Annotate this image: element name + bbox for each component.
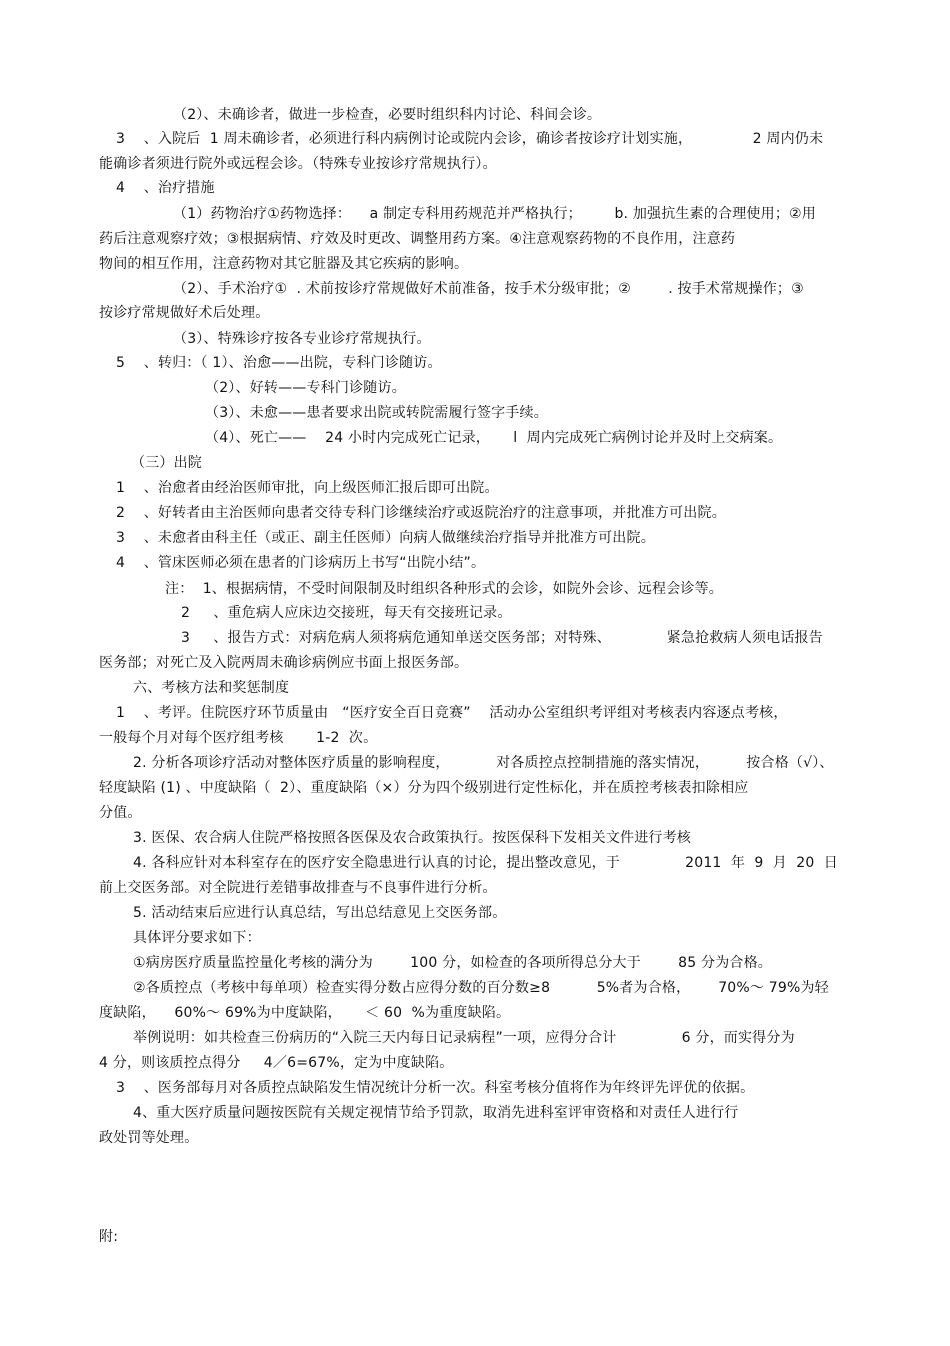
- text-line: 4 、管床医师必须在患者的门诊病历上书写“出院小结”。: [116, 555, 486, 571]
- text-line: 具体评分要求如下：: [133, 930, 261, 946]
- text-line: 一般每个月对每个医疗组考核 1-2 次。: [99, 730, 378, 746]
- text-line: 度缺陷， 60%～ 69%为中度缺陷， ＜ 60 %为重度缺陷。: [99, 1005, 511, 1021]
- text-line: 举例说明：如共检查三份病历的“入院三天内每日记录病程”一项，应得分合计 6 分，而实得分为: [133, 1030, 795, 1046]
- text-line: （2）、手术治疗① . 术前按诊疗常规做好术前准备，按手术分级审批；② . 按手术常规操作；③: [173, 281, 804, 297]
- text-line: 3 、报告方式：对病危病人须将病危通知单送交医务部；对特殊、 紧急抢救病人须电话报告: [181, 630, 823, 646]
- section-heading: 六、考核方法和奖惩制度: [133, 680, 290, 696]
- text-line: 1 、治愈者由经治医师审批，向上级医师汇报后即可出院。: [116, 480, 499, 496]
- text-line: 药后注意观察疗效；③根据病情、疗效及时更改、调整用药方案。④注意观察药物的不良作用，注意药: [99, 231, 736, 247]
- text-line: 4、重大医疗质量问题按医院有关规定视情节给予罚款，取消先进科室评审资格和对责任人进行行: [133, 1105, 739, 1121]
- text-line: 注： 1、根据病情，不受时间限制及时组织各种形式的会诊，如院外会诊、远程会诊等。: [165, 581, 724, 597]
- text-line: （3）、未愈——患者要求出院或转院需履行签字手续。: [205, 405, 548, 421]
- text-line: 4 、治疗措施: [116, 180, 215, 196]
- text-line: 1 、考评。住院医疗环节质量由 “医疗安全百日竞赛” 活动办公室组织考评组对考核表内容逐点考核，: [116, 705, 788, 721]
- text-line: 能确诊者须进行院外或远程会诊。（特殊专业按诊疗常规执行）。: [99, 156, 497, 172]
- attachment-label: 附:: [99, 1229, 119, 1245]
- text-line: 分值。: [99, 805, 142, 821]
- text-line: 4. 各科应针对本科室存在的医疗安全隐患进行认真的讨论，提出整改意见，于 2011 年 9 月 20 日: [133, 855, 838, 871]
- text-line: 5 、转归：（ 1）、治愈——出院，专科门诊随访。: [116, 355, 442, 371]
- text-line: 轻度缺陷 (1) 、中度缺陷（ 2）、重度缺陷（×）分为四个级别进行定性标化，并在质控考核表扣除相应: [99, 780, 749, 796]
- text-line: 3. 医保、农合病人住院严格按照各医保及农合政策执行。按医保科下发相关文件进行考核: [133, 830, 692, 846]
- text-line: 2 、重危病人应床边交接班，每天有交接班记录。: [181, 605, 512, 621]
- text-line: （3）、特殊诊疗按各专业诊疗常规执行。: [173, 331, 431, 347]
- text-line: 按诊疗常规做好术后处理。: [99, 305, 270, 321]
- text-line: 前上交医务部。对全院进行差错事故排查与不良事件进行分析。: [99, 880, 497, 896]
- text-line: （1）药物治疗①药物选择： a 制定专科用药规范并严格执行； b. 加强抗生素的合理使用；②用: [173, 206, 816, 222]
- text-line: 政处罚等处理。: [99, 1130, 199, 1146]
- text-line: 2 、好转者由主治医师向患者交待专科门诊继续治疗或返院治疗的注意事项，并批准方可出院。: [116, 505, 726, 521]
- text-line: （2）、未确诊者，做进一步检查，必要时组织科内讨论、科间会诊。: [173, 107, 602, 123]
- text-line: ①病房医疗质量监控量化考核的满分为 100 分，如检查的各项所得总分大于 85 分为合格。: [133, 955, 772, 971]
- text-line: 3 、医务部每月对各质控点缺陷发生情况统计分析一次。科室考核分值将作为年终评先评优的依据。: [116, 1080, 755, 1096]
- text-line: 物间的相互作用，注意药物对其它脏器及其它疾病的影响。: [99, 256, 469, 272]
- text-line: （4）、死亡—— 24 小时内完成死亡记录， l 周内完成死亡病例讨论并及时上交病案。: [205, 430, 783, 446]
- text-line: ②各质控点（考核中每单项）检查实得分数占应得分数的百分数≥8 5%者为合格， 70%～ 79%为轻: [133, 980, 829, 996]
- text-line: 3 、未愈者由科主任（或正、副主任医师）向病人做继续治疗指导并批准方可出院。: [116, 530, 655, 546]
- text-line: （2）、好转——专科门诊随访。: [205, 380, 406, 396]
- text-line: 2. 分析各项诊疗活动对整体医疗质量的影响程度， 对各质控点控制措施的落实情况， 按合格（√）、: [133, 755, 834, 771]
- text-line: 5. 活动结束后应进行认真总结，写出总结意见上交医务部。: [133, 905, 507, 921]
- text-line: 4 分，则该质控点得分 4／6=67%，定为中度缺陷。: [99, 1055, 454, 1071]
- text-line: 医务部；对死亡及入院两周未确诊病例应书面上报医务部。: [99, 655, 469, 671]
- section-heading: （三）出院: [131, 455, 202, 471]
- text-line: 3 、入院后 1 周未确诊者，必须进行科内病例讨论或院内会诊，确诊者按诊疗计划实施， 2 周内仍未: [116, 131, 824, 147]
